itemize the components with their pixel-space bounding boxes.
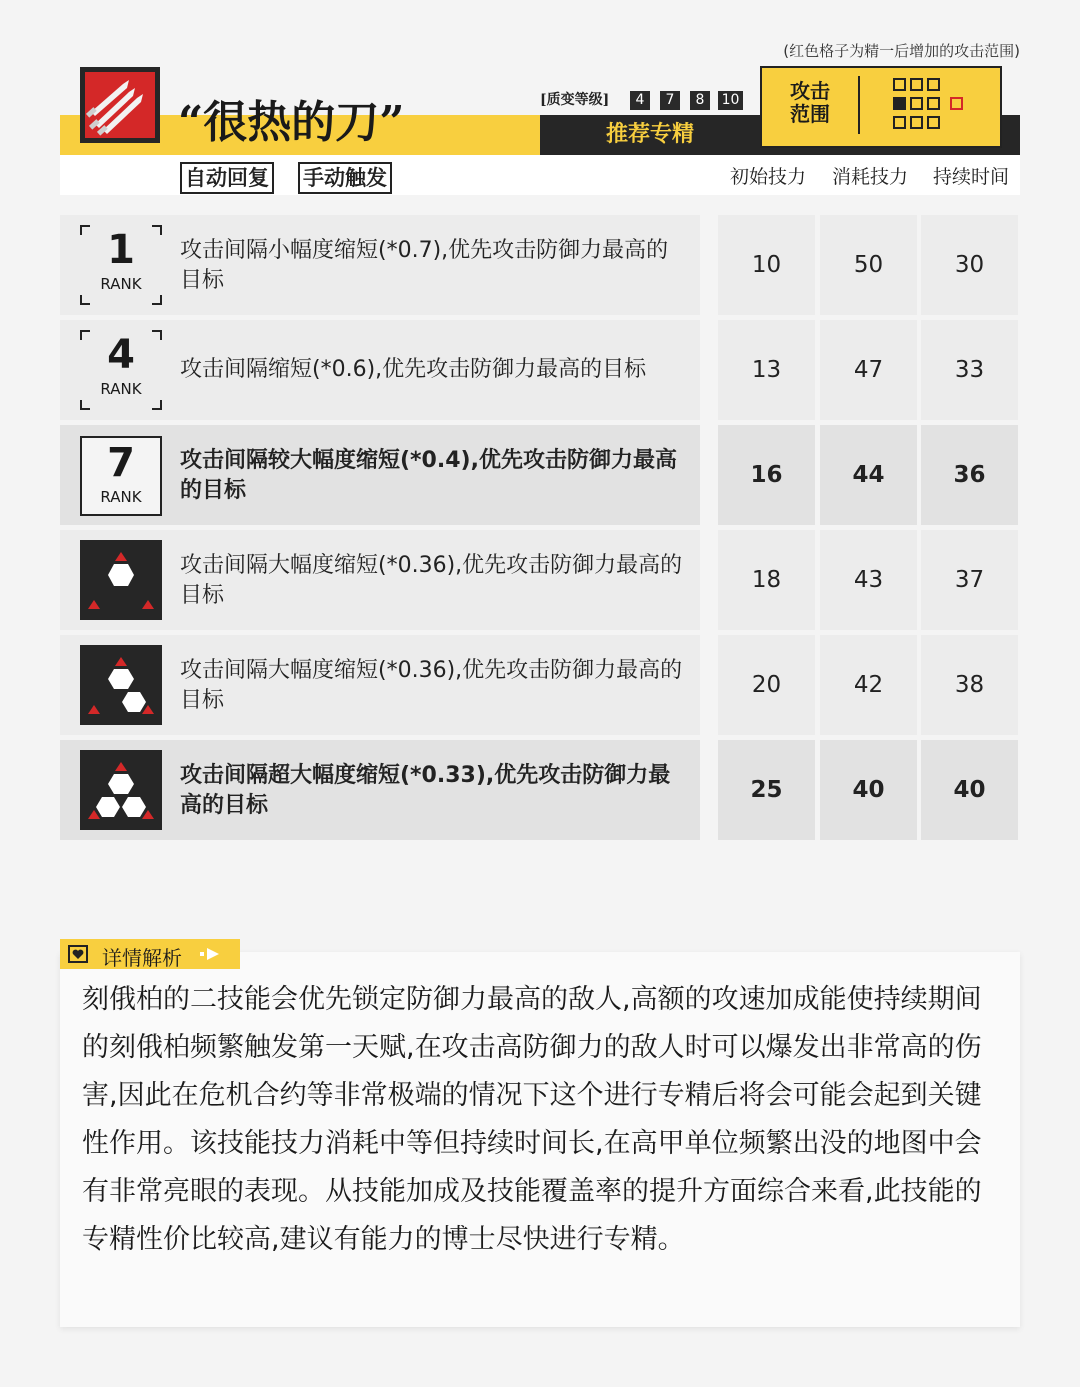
mastery-1-icon [80,540,162,620]
range-cell [893,116,906,129]
rank-label: RANK [100,488,142,506]
range-cell [927,116,940,129]
duration-value: 36 [921,425,1018,525]
sp-cost-value: 50 [820,215,917,315]
mastery-1-badge [80,540,162,620]
sp-cost-value: 43 [820,530,917,630]
range-cell [910,97,923,110]
initial-sp-value: 10 [718,215,815,315]
sp-cost-value: 42 [820,635,917,735]
range-note: (红色格子为精一后增加的攻击范围) [783,42,1020,60]
rank-badge [80,225,162,305]
quality-level-badge: 10 [718,91,743,110]
sp-cost-value: 40 [820,740,917,840]
initial-sp-value: 16 [718,425,815,525]
rank-description: 攻击间隔缩短(*0.6),优先攻击防御力最高的目标 [180,357,647,382]
rank-description: 攻击间隔大幅度缩短(*0.36),优先攻击防御力最高的目标 [180,553,683,608]
rank-description: 攻击间隔较大幅度缩短(*0.4),优先攻击防御力最高的目标 [180,448,677,503]
attack-range-title: 攻击范围 [790,79,830,126]
sp-cost-value: 47 [820,320,917,420]
rank-number: 4 [107,332,135,378]
initial-sp-value: 25 [718,740,815,840]
duration-value: 33 [921,320,1018,420]
initial-sp-value: 13 [718,320,815,420]
duration-value: 37 [921,530,1018,630]
analysis-label: 详情解析 [102,946,182,970]
duration-value: 30 [921,215,1018,315]
sp-cost-value: 44 [820,425,917,525]
range-cell [927,78,940,91]
duration-value: 40 [921,740,1018,840]
mastery-3-icon [80,750,162,830]
rank-badge [80,436,162,516]
quality-level-badge: 8 [690,91,710,110]
rank-label: RANK [100,380,142,398]
initial-sp-value: 20 [718,635,815,735]
column-header-initial-sp: 初始技力 [729,166,806,188]
quality-level-badge: 4 [630,91,650,110]
tag-auto-recovery: 自动回复 [180,162,274,194]
rank-number: 7 [107,440,135,486]
tag-manual-trigger: 手动触发 [298,162,392,194]
duration-value: 38 [921,635,1018,735]
analysis-text: 刻俄柏的二技能会优先锁定防御力最高的敌人,高额的攻速加成能使持续期间的刻俄柏频繁触发第一天赋,在攻击高防御力的敌人时可以爆发出非常高的伤害,因此在危机合约等非常极端的情况下这个进行专精后将会可能会起到关键性作用。该技能技力消耗中等但持续时间长,在高甲单位频繁出没的地图中会有非常亮眼的表现。从技能加成及技能覆盖率的提升方面综合来看,此技能的专精性价比较高,建议有能力的博士尽快进行专精。 [82,984,982,1255]
operator-cell [893,97,906,110]
skill-name: “很热的刀” [178,97,405,148]
range-cell [910,78,923,91]
initial-sp-value: 18 [718,530,815,630]
mastery-3-badge [80,750,162,830]
play-arrow-icon [200,947,222,961]
rank-description: 攻击间隔小幅度缩短(*0.7),优先攻击防御力最高的目标 [180,238,669,293]
rank-description: 攻击间隔超大幅度缩短(*0.33),优先攻击防御力最高的目标 [180,763,671,818]
column-header-duration: 持续时间 [932,166,1009,188]
quality-level-label: [质变等级] [540,92,610,108]
recommend-mastery-label: 推荐专精 [605,122,694,147]
rank-number: 1 [107,227,135,273]
attack-range-divider [858,76,860,134]
range-cell [927,97,940,110]
quality-level-badge: 7 [660,91,680,110]
heart-icon [68,945,88,963]
mastery-2-icon [80,645,162,725]
rank-badge [80,330,162,410]
rank-description: 攻击间隔大幅度缩短(*0.36),优先攻击防御力最高的目标 [180,658,683,713]
range-cell [893,78,906,91]
range-cell [910,116,923,129]
rank-label: RANK [100,275,142,293]
column-header-sp-cost: 消耗技力 [831,166,908,188]
attack-range-grid [893,78,973,134]
mastery-2-badge [80,645,162,725]
range-cell-elite [950,97,963,110]
skill-icon [80,67,160,143]
